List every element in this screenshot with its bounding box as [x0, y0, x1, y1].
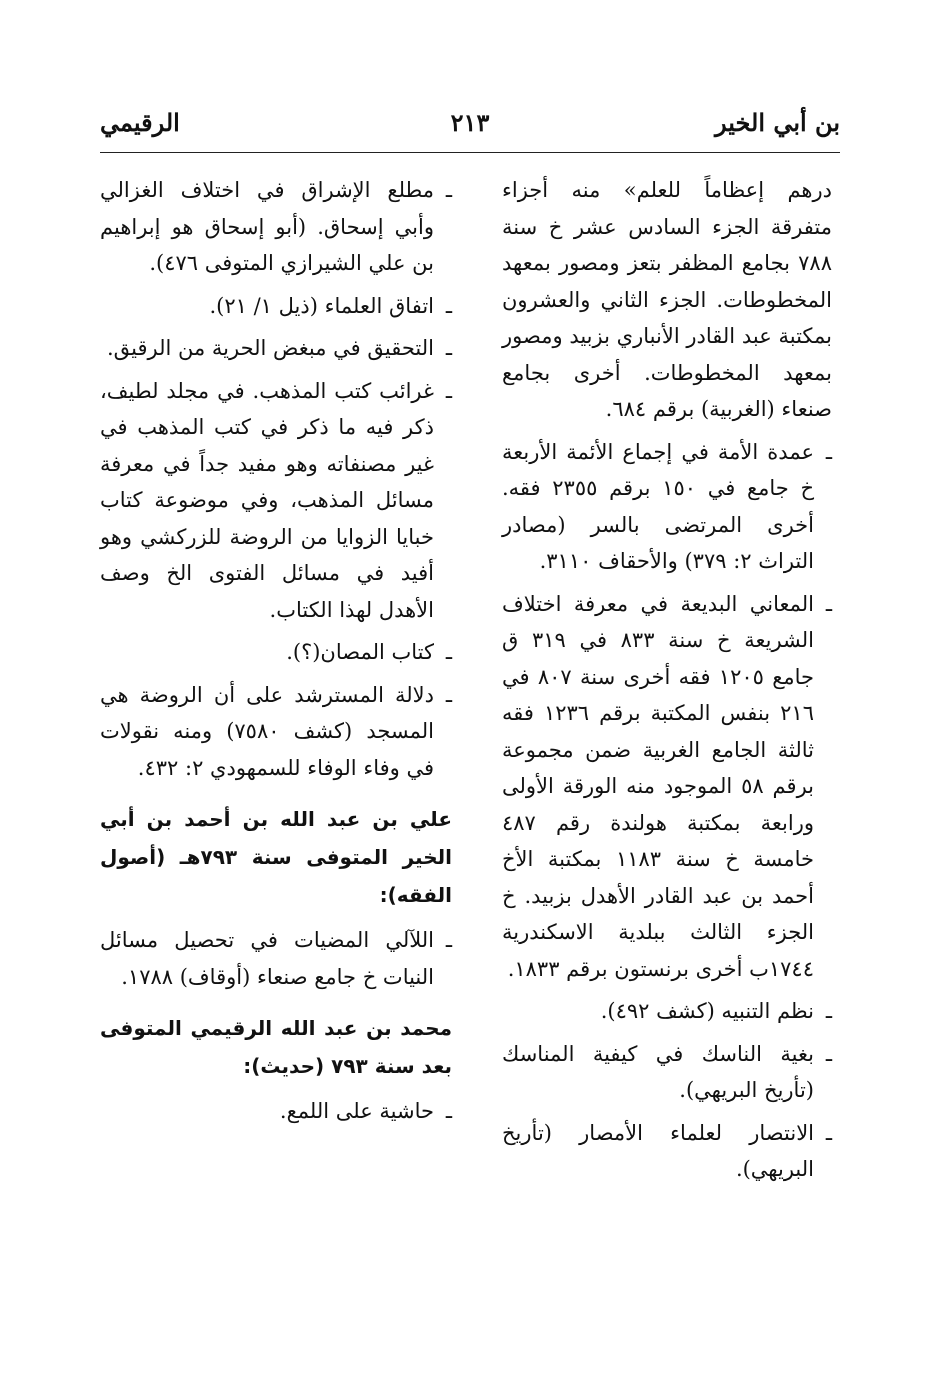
entry-text: اللآلي المضيات في تحصيل مسائل النيات خ جامع صنعاء (أوقاف) ١٧٨٨. — [100, 928, 434, 989]
entry-dash: ـ — [825, 1041, 832, 1066]
entry-dash: ـ — [445, 293, 452, 318]
entry-text: مطلع الإشراق في اختلاف الغزالي وأبي إسحاق. (أبو إسحاق هو إبراهيم بن علي الشيرازي المتوفى ٤٧٦). — [100, 178, 434, 275]
book-entry — [100, 634, 452, 671]
continuation-paragraph: درهم إعظاماً للعلم» منه أجزاء متفرقة الجزء السادس عشر خ سنة ٧٨٨ بجامع المظفر بتعز ومصور بمعهد المخطوطات. الجزء الثاني والعشرون بمكتبة عبد القادر الأنباري بزبيد ومصور بمعهد المخطوطات. أخرى بجامع صنعاء (الغربية) برقم ٦٨٤. — [502, 178, 832, 421]
entry-dash: ـ — [445, 682, 452, 707]
entry-text: حاشية على اللمع. — [279, 1099, 434, 1123]
book-entry — [100, 677, 452, 787]
left-column — [100, 172, 452, 1136]
entry-text: كتاب المصان(؟). — [286, 640, 434, 664]
right-column — [502, 172, 832, 1194]
entry-dash: ـ — [445, 178, 452, 202]
entry-dash: ـ — [445, 928, 452, 952]
book-entry — [502, 993, 832, 1030]
header-right-title: بن أبي الخير — [715, 108, 840, 137]
entry-dash: ـ — [445, 378, 452, 403]
entry-text: التحقيق في مبغض الحرية من الرقيق. — [106, 336, 434, 360]
entry-dash: ـ — [445, 1099, 452, 1123]
entry-text: دلالة المسترشد على أن الروضة هي المسجد (كشف ٧٥٨٠) ومنه نقولات في وفاء الوفاء للسمهودي ٢: ٤٣٢. — [100, 682, 435, 780]
entry-dash: ـ — [825, 591, 832, 616]
header-rule — [100, 152, 840, 153]
book-entry — [502, 434, 832, 580]
book-entry — [100, 172, 452, 282]
entry-dash: ـ — [445, 336, 452, 360]
book-entry — [100, 1093, 452, 1130]
running-header — [100, 108, 840, 148]
book-entry — [502, 1036, 832, 1109]
entry-text: عمدة الأمة في إجماع الأئمة الأربعة خ جامع في ١٥٠ برقم ٢٣٥٥ فقه. أخرى المرتضى بالسر (مصادر التراث ٢: ٣٧٩) والأحقاف ٣١١٠. — [502, 439, 814, 573]
book-entry — [100, 330, 452, 367]
book-entry — [502, 1115, 832, 1188]
author-heading: محمد بن عبد الله الرقيمي المتوفى بعد سنة ٧٩٣ (حديث): — [100, 1016, 452, 1078]
book-entry — [100, 922, 452, 995]
author-heading: علي بن عبد الله بن أحمد بن أبي الخير المتوفى سنة ٧٩٣هـ (أصول الفقه): — [100, 807, 452, 907]
entry-dash: ـ — [825, 1120, 832, 1145]
entry-dash: ـ — [445, 640, 452, 664]
page-number: ٢١٣ — [450, 108, 490, 137]
entry-text: اتفاق العلماء (ذيل ١/ ٢١). — [209, 293, 434, 318]
entry-dash: ـ — [825, 999, 832, 1023]
entry-text: غرائب كتب المذهب. في مجلد لطيف، ذكر فيه ما ذكر في كتب المذهب في غير مصنفاته وهو مفيد جداً في معرفة مسائل المذهب، وفي موضوعة كتاب خبايا الزوايا من الروضة للزركشي وهو أفيد في مسائل الفتوى الخ وصف الأهدل لهذا الكتاب. — [100, 378, 434, 622]
book-entry — [502, 586, 832, 988]
entry-text: نظم التنبيه (كشف ٤٩٢). — [600, 999, 814, 1023]
entry-dash: ـ — [825, 439, 832, 464]
entry-text: المعاني البديعة في معرفة اختلاف الشريعة خ سنة ٨٣٣ في ٣١٩ ق جامع ١٢٠٥ فقه أخرى سنة ٨٠٧ في ٢١٦ بنفس المكتبة برقم ١٢٣٦ فقه ثالثة الجامع الغربية ضمن مجموعة برقم ٥٨ الموجود منه الورقة الأولى ورابعة بمكتبة هولندة رقم ٤٨٧ خامسة خ سنة ١١٨٣ بمكتبة الأخ أحمد بن عبد القادر الأهدل بزبيد. خ الجزء الثالث ببلدية الاسكندرية ١٧٤٤ب أخرى برنستون برقم ١٨٣٣. — [502, 591, 815, 981]
entry-text: بغية الناسك في كيفية المناسك (تأريخ البريهي). — [502, 1041, 814, 1102]
header-left-title: الرقيمي — [100, 108, 180, 137]
book-entry — [100, 373, 452, 629]
entry-text: الانتصار لعلماء الأمصار (تأريخ البريهي). — [502, 1120, 814, 1181]
book-entry — [100, 288, 452, 325]
